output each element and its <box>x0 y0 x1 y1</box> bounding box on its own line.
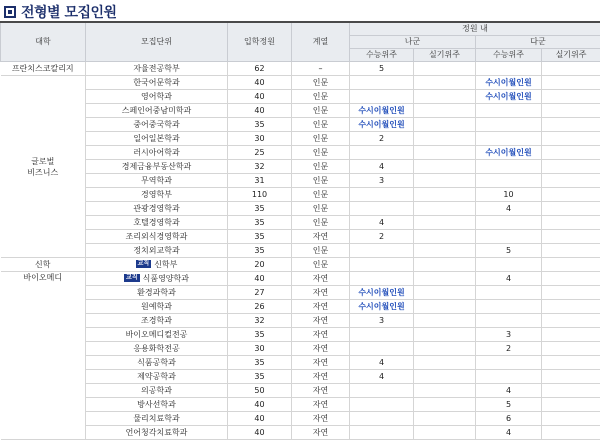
table-row <box>1 202 600 216</box>
field-cell: 인문 <box>292 174 350 188</box>
count-cell-da-suneung: 수시이월인원 <box>476 76 542 90</box>
unit-cell <box>86 118 228 132</box>
count-cell-na-silgi <box>414 412 476 426</box>
header-university: 대학 <box>1 22 86 62</box>
unit-cell <box>86 146 228 160</box>
count-cell-na-silgi <box>414 244 476 258</box>
count-cell-da-silgi <box>542 90 600 104</box>
unit-cell <box>86 384 228 398</box>
unit-cell <box>86 412 228 426</box>
unit-cell <box>86 160 228 174</box>
count-cell-na-silgi <box>414 258 476 272</box>
count-cell-da-suneung <box>476 174 542 188</box>
unit-label: 제약공학과 <box>137 372 176 381</box>
count-cell-na-suneung: 2 <box>350 132 414 146</box>
header-na-silgi: 실기위주 <box>414 49 476 62</box>
count-cell-da-suneung: 4 <box>476 202 542 216</box>
count-cell-da-suneung <box>476 132 542 146</box>
table-row <box>1 426 600 440</box>
unit-label: 식품공학과 <box>137 358 176 367</box>
unit-cell <box>86 258 228 272</box>
table-row <box>1 146 600 160</box>
count-cell-da-silgi <box>542 146 600 160</box>
count-cell-na-suneung <box>350 342 414 356</box>
quota-cell: 35 <box>228 202 292 216</box>
quota-cell: 35 <box>228 216 292 230</box>
field-cell: 인문 <box>292 202 350 216</box>
count-cell-na-suneung: 3 <box>350 174 414 188</box>
quota-cell: 35 <box>228 118 292 132</box>
count-cell-na-suneung: 4 <box>350 160 414 174</box>
university-cell: 프란치스코칼리지 <box>1 62 86 76</box>
count-cell-da-suneung <box>476 314 542 328</box>
quota-cell: 50 <box>228 384 292 398</box>
header-field: 계열 <box>292 22 350 62</box>
count-cell-na-suneung: 수시이월인원 <box>350 286 414 300</box>
count-cell-na-silgi <box>414 90 476 104</box>
quota-cell: 40 <box>228 90 292 104</box>
count-cell-da-suneung: 5 <box>476 244 542 258</box>
unit-cell <box>86 398 228 412</box>
quota-cell: 40 <box>228 412 292 426</box>
field-cell: 인문 <box>292 118 350 132</box>
count-cell-na-silgi <box>414 342 476 356</box>
table-row <box>1 412 600 426</box>
count-cell-na-suneung <box>350 244 414 258</box>
quota-cell: 31 <box>228 174 292 188</box>
count-cell-da-suneung: 5 <box>476 398 542 412</box>
count-cell-na-silgi <box>414 272 476 286</box>
count-cell-da-silgi <box>542 188 600 202</box>
unit-cell <box>86 202 228 216</box>
count-cell-da-silgi <box>542 286 600 300</box>
table-row <box>1 328 600 342</box>
field-cell: 자연 <box>292 384 350 398</box>
count-cell-na-silgi <box>414 202 476 216</box>
field-cell: 자연 <box>292 398 350 412</box>
unit-label: 조리외식경영학과 <box>126 232 188 241</box>
count-cell-da-suneung <box>476 300 542 314</box>
unit-label: 경영학부 <box>141 190 172 199</box>
field-cell: 자연 <box>292 328 350 342</box>
count-cell-na-silgi <box>414 62 476 76</box>
count-cell-na-silgi <box>414 384 476 398</box>
count-cell-na-silgi <box>414 188 476 202</box>
field-cell: 자연 <box>292 272 350 286</box>
count-cell-na-suneung: 5 <box>350 62 414 76</box>
count-cell-da-silgi <box>542 272 600 286</box>
table-row <box>1 272 600 286</box>
table-row <box>1 216 600 230</box>
count-cell-na-silgi <box>414 216 476 230</box>
table-row <box>1 244 600 258</box>
table-row <box>1 370 600 384</box>
count-cell-da-suneung <box>476 62 542 76</box>
count-cell-da-silgi <box>542 356 600 370</box>
unit-cell <box>86 426 228 440</box>
count-cell-na-silgi <box>414 314 476 328</box>
unit-cell <box>86 62 228 76</box>
count-cell-da-silgi <box>542 370 600 384</box>
unit-label: 방사선학과 <box>137 400 176 409</box>
university-cell: 바이오메디 <box>1 272 86 440</box>
quota-cell: 40 <box>228 272 292 286</box>
unit-label: 언어청각치료학과 <box>126 428 188 437</box>
count-cell-da-suneung: 6 <box>476 412 542 426</box>
count-cell-na-silgi <box>414 76 476 90</box>
count-cell-na-suneung: 2 <box>350 230 414 244</box>
unit-label: 물리치료학과 <box>133 414 179 423</box>
unit-label: 영어학과 <box>141 92 172 101</box>
count-cell-da-silgi <box>542 412 600 426</box>
field-cell: 자연 <box>292 426 350 440</box>
unit-label: 한국어문학과 <box>133 78 179 87</box>
count-cell-da-suneung: 3 <box>476 328 542 342</box>
unit-cell <box>86 314 228 328</box>
count-cell-na-suneung <box>350 146 414 160</box>
count-cell-da-suneung <box>476 370 542 384</box>
quota-cell: 32 <box>228 314 292 328</box>
count-cell-na-silgi <box>414 160 476 174</box>
header-within-quota: 정원 내 <box>350 22 600 36</box>
unit-cell <box>86 244 228 258</box>
quota-cell: 110 <box>228 188 292 202</box>
quota-cell: 35 <box>228 230 292 244</box>
unit-cell <box>86 286 228 300</box>
count-cell-da-silgi <box>542 342 600 356</box>
count-cell-da-suneung <box>476 160 542 174</box>
table-row <box>1 384 600 398</box>
quota-cell: 40 <box>228 426 292 440</box>
count-cell-da-silgi <box>542 216 600 230</box>
count-cell-na-suneung: 수시이월인원 <box>350 118 414 132</box>
table-row <box>1 132 600 146</box>
unit-cell <box>86 216 228 230</box>
count-cell-da-silgi <box>542 398 600 412</box>
table-row <box>1 62 600 76</box>
table-row <box>1 76 600 90</box>
university-cell: 신학 <box>1 258 86 272</box>
count-cell-na-silgi <box>414 426 476 440</box>
count-cell-da-silgi <box>542 160 600 174</box>
quota-cell: 40 <box>228 104 292 118</box>
quota-cell: 40 <box>228 398 292 412</box>
table-row <box>1 342 600 356</box>
table-row <box>1 314 600 328</box>
count-cell-da-suneung <box>476 216 542 230</box>
count-cell-na-suneung: 3 <box>350 314 414 328</box>
count-cell-na-suneung <box>350 426 414 440</box>
field-cell: 자연 <box>292 412 350 426</box>
count-cell-da-silgi <box>542 202 600 216</box>
field-cell: 인문 <box>292 146 350 160</box>
count-cell-na-silgi <box>414 286 476 300</box>
quota-cell: 32 <box>228 160 292 174</box>
count-cell-da-suneung: 수시이월인원 <box>476 90 542 104</box>
unit-label: 호텔경영학과 <box>133 218 179 227</box>
field-cell: 자연 <box>292 356 350 370</box>
unit-label: 신학부 <box>154 260 177 269</box>
unit-cell <box>86 370 228 384</box>
unit-cell <box>86 104 228 118</box>
count-cell-da-silgi <box>542 328 600 342</box>
field-cell: 인문 <box>292 104 350 118</box>
count-cell-na-silgi <box>414 230 476 244</box>
count-cell-da-silgi <box>542 230 600 244</box>
quota-cell: 62 <box>228 62 292 76</box>
quota-cell: 26 <box>228 300 292 314</box>
unit-cell <box>86 76 228 90</box>
field-cell: 인문 <box>292 258 350 272</box>
count-cell-na-suneung: 4 <box>350 216 414 230</box>
header-na-suneung: 수능위주 <box>350 49 414 62</box>
unit-cell <box>86 300 228 314</box>
table-row <box>1 258 600 272</box>
unit-cell <box>86 230 228 244</box>
unit-label: 바이오메디컬전공 <box>126 330 188 339</box>
unit-cell <box>86 132 228 146</box>
square-bullet-icon <box>4 6 16 18</box>
field-cell: – <box>292 62 350 76</box>
count-cell-da-suneung <box>476 118 542 132</box>
count-cell-na-suneung <box>350 412 414 426</box>
count-cell-na-suneung <box>350 398 414 412</box>
unit-label: 일어일본학과 <box>133 134 179 143</box>
table-row <box>1 188 600 202</box>
count-cell-da-suneung: 4 <box>476 426 542 440</box>
count-cell-da-silgi <box>542 384 600 398</box>
admission-quota-table <box>0 21 600 440</box>
field-cell: 자연 <box>292 300 350 314</box>
unit-cell <box>86 188 228 202</box>
unit-label: 환경과학과 <box>137 288 176 297</box>
table-row <box>1 174 600 188</box>
count-cell-da-silgi <box>542 104 600 118</box>
count-cell-da-silgi <box>542 62 600 76</box>
count-cell-na-suneung <box>350 188 414 202</box>
unit-label: 러시아어학과 <box>133 148 179 157</box>
unit-cell <box>86 174 228 188</box>
field-cell: 자연 <box>292 286 350 300</box>
quota-cell: 20 <box>228 258 292 272</box>
teaching-badge: 교직 <box>124 274 140 282</box>
unit-label: 원예학과 <box>141 302 172 311</box>
quota-cell: 30 <box>228 342 292 356</box>
unit-cell <box>86 342 228 356</box>
page-title: 전형별 모집인원 <box>21 2 117 22</box>
count-cell-na-silgi <box>414 328 476 342</box>
unit-label: 의공학과 <box>141 386 172 395</box>
count-cell-na-suneung: 수시이월인원 <box>350 300 414 314</box>
count-cell-da-suneung <box>476 104 542 118</box>
count-cell-na-suneung: 4 <box>350 356 414 370</box>
field-cell: 인문 <box>292 90 350 104</box>
unit-cell <box>86 90 228 104</box>
table-row <box>1 90 600 104</box>
unit-cell <box>86 272 228 286</box>
table-row <box>1 356 600 370</box>
quota-cell: 35 <box>228 244 292 258</box>
unit-label: 중어중국학과 <box>133 120 179 129</box>
header-da-silgi: 실기위주 <box>542 49 600 62</box>
field-cell: 인문 <box>292 160 350 174</box>
count-cell-na-silgi <box>414 370 476 384</box>
count-cell-na-suneung: 수시이월인원 <box>350 104 414 118</box>
field-cell: 자연 <box>292 230 350 244</box>
field-cell: 인문 <box>292 76 350 90</box>
count-cell-na-suneung <box>350 202 414 216</box>
teaching-badge: 교직 <box>136 260 152 268</box>
field-cell: 인문 <box>292 244 350 258</box>
count-cell-da-suneung <box>476 356 542 370</box>
unit-label: 식품영양학과 <box>143 274 189 283</box>
quota-cell: 40 <box>228 76 292 90</box>
count-cell-da-silgi <box>542 300 600 314</box>
count-cell-na-silgi <box>414 398 476 412</box>
table-row <box>1 230 600 244</box>
quota-cell: 30 <box>228 132 292 146</box>
count-cell-na-suneung: 4 <box>350 370 414 384</box>
count-cell-da-silgi <box>542 258 600 272</box>
field-cell: 인문 <box>292 216 350 230</box>
count-cell-da-silgi <box>542 132 600 146</box>
count-cell-da-silgi <box>542 314 600 328</box>
field-cell: 인문 <box>292 188 350 202</box>
count-cell-da-suneung: 2 <box>476 342 542 356</box>
table-row <box>1 398 600 412</box>
unit-label: 조경학과 <box>141 316 172 325</box>
count-cell-da-suneung <box>476 258 542 272</box>
unit-label: 응용화학전공 <box>133 344 179 353</box>
header-group-da: 다군 <box>476 36 600 49</box>
count-cell-na-suneung <box>350 328 414 342</box>
count-cell-na-silgi <box>414 356 476 370</box>
unit-cell <box>86 328 228 342</box>
quota-cell: 25 <box>228 146 292 160</box>
university-cell: 글로벌 비즈니스 <box>1 76 86 258</box>
count-cell-da-suneung: 10 <box>476 188 542 202</box>
table-row <box>1 160 600 174</box>
table-row <box>1 300 600 314</box>
quota-cell: 35 <box>228 356 292 370</box>
count-cell-na-silgi <box>414 132 476 146</box>
quota-cell: 35 <box>228 328 292 342</box>
count-cell-da-suneung: 4 <box>476 384 542 398</box>
count-cell-na-suneung <box>350 258 414 272</box>
count-cell-da-silgi <box>542 76 600 90</box>
count-cell-da-suneung <box>476 286 542 300</box>
count-cell-na-suneung <box>350 90 414 104</box>
field-cell: 인문 <box>292 132 350 146</box>
quota-cell: 35 <box>228 370 292 384</box>
field-cell: 자연 <box>292 342 350 356</box>
count-cell-da-silgi <box>542 118 600 132</box>
unit-label: 스페인어중남미학과 <box>122 106 192 115</box>
count-cell-na-silgi <box>414 174 476 188</box>
quota-cell: 27 <box>228 286 292 300</box>
field-cell: 자연 <box>292 370 350 384</box>
count-cell-na-suneung <box>350 76 414 90</box>
count-cell-da-suneung: 4 <box>476 272 542 286</box>
unit-label: 무역학과 <box>141 176 172 185</box>
count-cell-da-silgi <box>542 426 600 440</box>
count-cell-da-suneung <box>476 230 542 244</box>
table-row <box>1 104 600 118</box>
count-cell-na-silgi <box>414 146 476 160</box>
count-cell-na-suneung <box>350 384 414 398</box>
count-cell-da-silgi <box>542 174 600 188</box>
unit-label: 자율전공학부 <box>133 64 179 73</box>
unit-label: 경제금융부동산학과 <box>122 162 192 171</box>
table-row <box>1 118 600 132</box>
count-cell-na-silgi <box>414 118 476 132</box>
field-cell: 자연 <box>292 314 350 328</box>
header-group-na: 나군 <box>350 36 476 49</box>
count-cell-na-suneung <box>350 272 414 286</box>
unit-label: 정치외교학과 <box>133 246 179 255</box>
count-cell-da-suneung: 수시이월인원 <box>476 146 542 160</box>
count-cell-na-silgi <box>414 300 476 314</box>
header-unit: 모집단위 <box>86 22 228 62</box>
header-da-suneung: 수능위주 <box>476 49 542 62</box>
count-cell-da-silgi <box>542 244 600 258</box>
header-quota: 입학정원 <box>228 22 292 62</box>
page-title-block <box>4 2 117 22</box>
count-cell-na-silgi <box>414 104 476 118</box>
unit-cell <box>86 356 228 370</box>
unit-label: 관광경영학과 <box>133 204 179 213</box>
table-row <box>1 286 600 300</box>
